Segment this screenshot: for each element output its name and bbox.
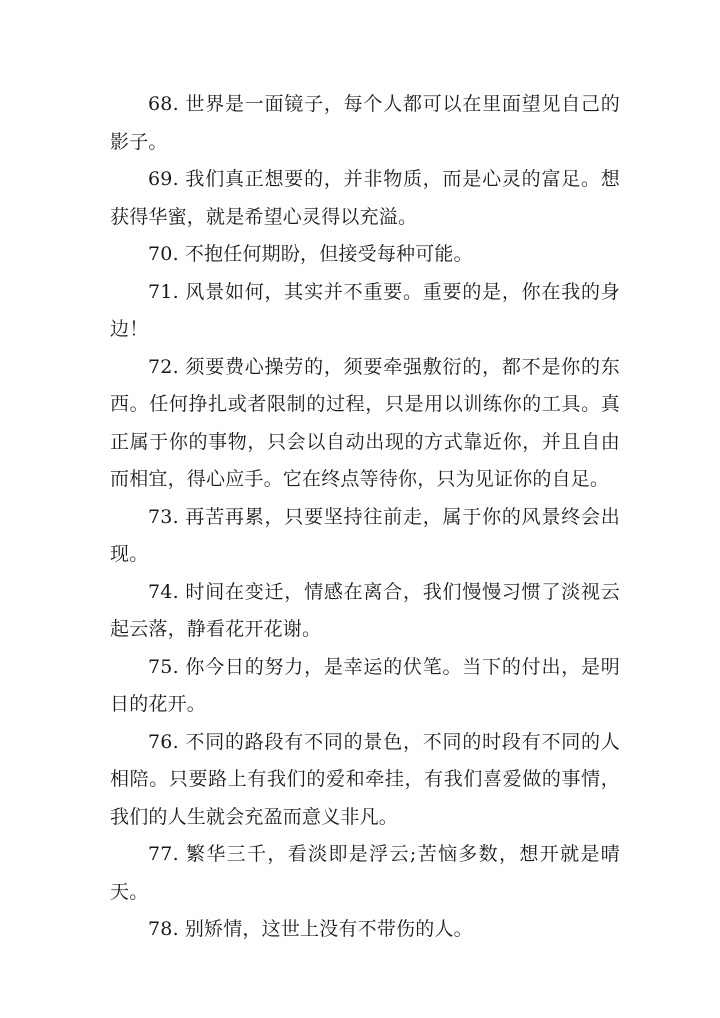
paragraph-text: 别矫情，这世上没有不带伤的人。 xyxy=(184,918,473,940)
paragraph xyxy=(110,349,620,499)
paragraph-number: 78. xyxy=(148,918,179,940)
paragraph-number: 74. xyxy=(148,580,179,603)
paragraph xyxy=(110,574,620,649)
paragraph xyxy=(110,274,620,349)
paragraph xyxy=(110,724,620,837)
paragraph-text: 须要费心操劳的，须要牵强敷衍的，都不是你的东西。任何挣扎或者限制的过程，只是用以训练你的工具。真正属于你的事物，只会以自动出现的方式靠近你，并且自由而相宜，得心应手。它在终点等待你，只为见证你的自足。 xyxy=(110,355,620,490)
paragraph-number: 68. xyxy=(148,93,179,115)
paragraph xyxy=(110,911,620,949)
paragraph-number: 76. xyxy=(148,730,179,753)
paragraph-number: 77. xyxy=(148,843,179,865)
paragraph-number: 70. xyxy=(148,243,179,265)
paragraph xyxy=(110,649,620,724)
paragraph-text: 再苦再累，只要坚持往前走，属于你的风景终会出现。 xyxy=(110,505,620,565)
paragraph xyxy=(110,86,620,161)
paragraph-number: 75. xyxy=(148,655,179,678)
paragraph xyxy=(110,836,620,911)
paragraph-text: 不抱任何期盼，但接受每种可能。 xyxy=(184,243,473,265)
paragraph-text: 我们真正想要的，并非物质，而是心灵的富足。想获得华蜜，就是希望心灵得以充溢。 xyxy=(110,168,620,228)
paragraph xyxy=(110,499,620,574)
paragraph-number: 71. xyxy=(148,280,179,303)
paragraph-number: 69. xyxy=(148,168,179,190)
paragraph-text: 时间在变迁，情感在离合，我们慢慢习惯了淡视云起云落，静看花开花谢。 xyxy=(110,580,620,640)
paragraph xyxy=(110,236,620,274)
document-body xyxy=(110,86,620,949)
paragraph-text: 世界是一面镜子，每个人都可以在里面望见自己的影子。 xyxy=(110,93,620,153)
paragraph-text: 风景如何，其实并不重要。重要的是，你在我的身边！ xyxy=(110,280,620,340)
paragraph-text: 繁华三千，看淡即是浮云;苦恼多数，想开就是晴天。 xyxy=(110,843,620,903)
paragraph-text: 不同的路段有不同的景色，不同的时段有不同的人相陪。只要路上有我们的爱和牵挂，有我们喜爱做的事情，我们的人生就会充盈而意义非凡。 xyxy=(110,730,620,828)
paragraph-number: 72. xyxy=(148,355,179,378)
paragraph-text: 你今日的努力，是幸运的伏笔。当下的付出，是明日的花开。 xyxy=(110,655,620,715)
paragraph xyxy=(110,161,620,236)
paragraph-number: 73. xyxy=(148,505,179,528)
